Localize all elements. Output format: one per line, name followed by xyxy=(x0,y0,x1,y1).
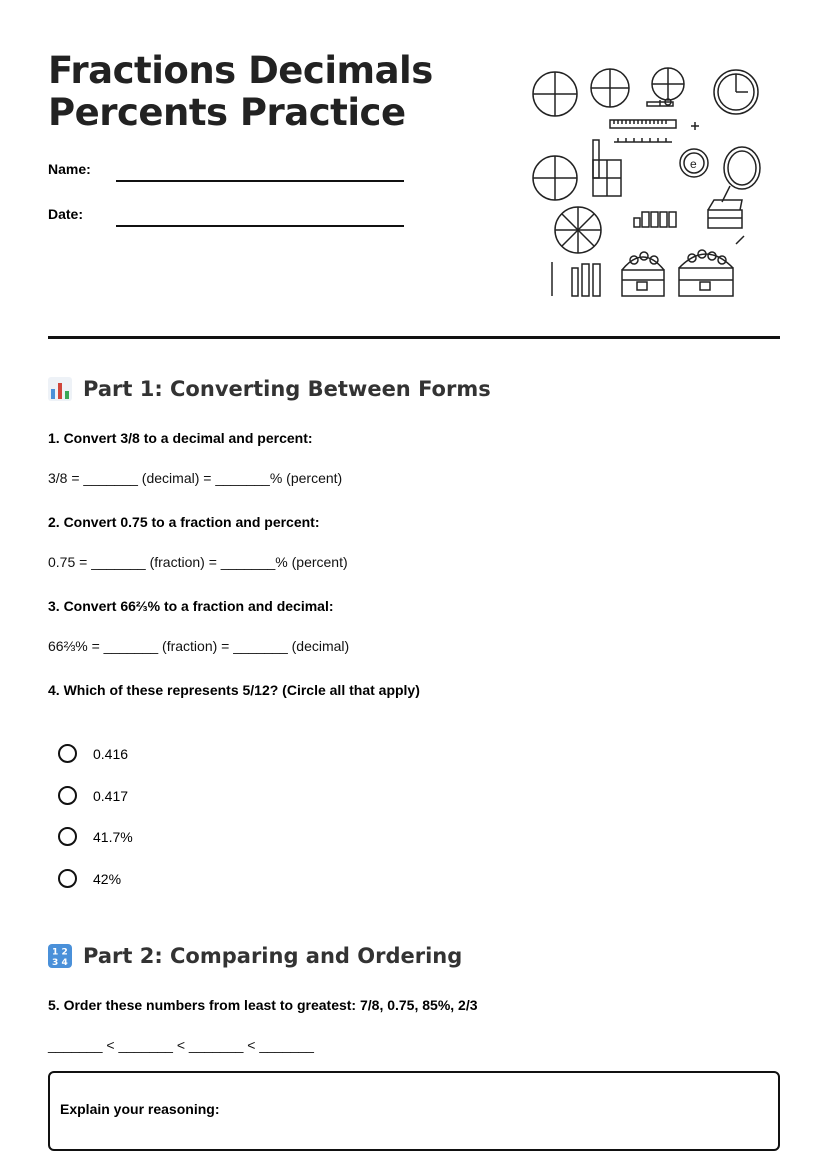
header-divider xyxy=(48,336,780,339)
radio-circle-icon[interactable] xyxy=(58,744,77,763)
fraction-circle-thirds-icon xyxy=(533,156,577,200)
icon-digit-2: 2 xyxy=(61,947,68,958)
small-chest-icon xyxy=(708,200,742,228)
question-3-prompt: 3. Convert 66⅔% to a fraction and decimal: xyxy=(48,598,334,614)
option-417-percent[interactable] xyxy=(58,827,133,846)
part2-title: Part 2: Comparing and Ordering xyxy=(83,944,463,968)
option-42-percent[interactable] xyxy=(58,869,121,888)
clock-face-icon xyxy=(714,70,758,114)
fraction-spinner-icon xyxy=(647,68,684,106)
option-label: 0.416 xyxy=(93,745,129,762)
math-manipulatives-clipart xyxy=(526,62,770,302)
date-field[interactable] xyxy=(116,225,404,227)
name-label: Name: xyxy=(48,161,91,177)
title-line-1: Fractions Decimals xyxy=(48,49,433,92)
treasure-chest-open-icon xyxy=(679,236,744,296)
fraction-circle-quarters-icon xyxy=(533,72,577,116)
question-5-prompt: 5. Order these numbers from least to greatest: 7/8, 0.75, 85%, 2/3 xyxy=(48,997,478,1013)
option-label: 41.7% xyxy=(93,828,133,845)
numbers-1234-icon xyxy=(48,944,72,968)
e-token-icon xyxy=(680,149,708,177)
ruler-icon xyxy=(610,120,699,142)
radio-circle-icon[interactable] xyxy=(58,827,77,846)
question-2-prompt: 2. Convert 0.75 to a fraction and percent: xyxy=(48,514,320,530)
question-4-prompt: 4. Which of these represents 5/12? (Circle all that apply) xyxy=(48,682,420,698)
name-field[interactable] xyxy=(116,180,404,182)
svg-text:e: e xyxy=(690,157,697,171)
icon-digit-4: 4 xyxy=(61,958,68,968)
question-1-prompt: 1. Convert 3/8 to a decimal and percent: xyxy=(48,430,313,446)
option-label: 42% xyxy=(93,870,122,887)
grid-ruler-icon xyxy=(593,140,621,196)
date-label: Date: xyxy=(48,206,84,222)
fraction-circle-halves-icon xyxy=(591,69,629,107)
option-label: 0.417 xyxy=(93,787,129,804)
option-0417[interactable] xyxy=(58,786,128,805)
icon-digit-1: 1 xyxy=(52,947,59,958)
part1-heading xyxy=(48,377,491,401)
bars-icon xyxy=(552,262,600,296)
title-line-2: Percents Practice xyxy=(48,91,406,134)
radio-circle-icon[interactable] xyxy=(58,869,77,888)
option-0416[interactable] xyxy=(58,744,128,763)
question-2-answer[interactable]: 0.75 = _______ (fraction) = _______% (percent) xyxy=(48,554,348,570)
pie-chart-icon xyxy=(555,207,601,253)
part1-title: Part 1: Converting Between Forms xyxy=(83,377,491,401)
question-5-answer[interactable]: _______ < _______ < _______ < _______ xyxy=(48,1037,314,1053)
worksheet-title xyxy=(48,50,433,134)
reasoning-box[interactable] xyxy=(48,1071,780,1151)
icon-digit-3: 3 xyxy=(52,958,59,968)
reasoning-label: Explain your reasoning: xyxy=(60,1101,220,1117)
blocks-icon xyxy=(634,212,676,227)
magnifier-icon xyxy=(722,147,760,202)
part2-heading xyxy=(48,944,462,968)
question-3-answer[interactable]: 66⅔% = _______ (fraction) = _______ (decimal) xyxy=(48,638,350,654)
question-1-answer[interactable]: 3/8 = _______ (decimal) = _______% (percent) xyxy=(48,470,343,486)
treasure-chest-icon xyxy=(622,252,664,296)
radio-circle-icon[interactable] xyxy=(58,786,77,805)
bar-chart-icon xyxy=(48,377,72,401)
